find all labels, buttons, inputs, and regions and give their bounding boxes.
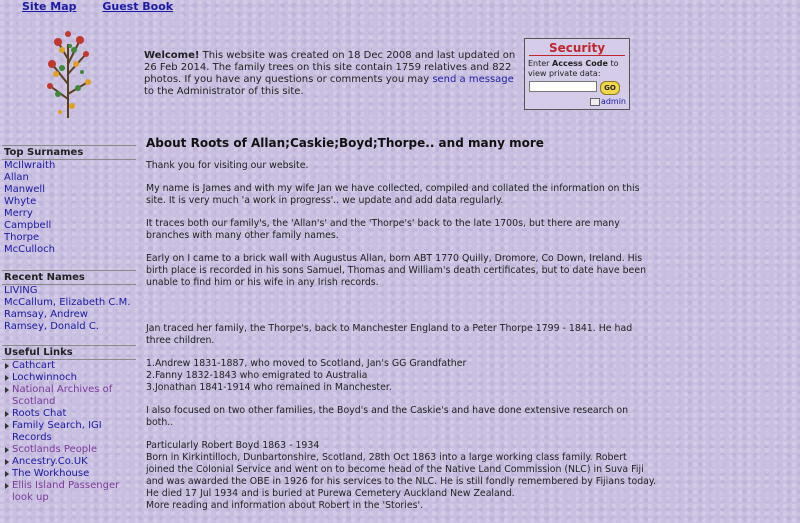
recent-names-list xyxy=(2,285,136,333)
top-surnames-heading: Top Surnames xyxy=(2,146,136,160)
surname-link[interactable]: Campbell xyxy=(4,220,52,231)
paragraph: It traces both our family's, the 'Allan's' and the 'Thorpe's' back to the late 1700s, but there are many branches with many other family names. xyxy=(146,218,620,241)
paragraph: Particularly Robert Boyd 1863 - 1934 Born in Kirkintilloch, Dunbartonshire, Scotland, 28th Oct 1863 into a large working class family. Robert joined the Colonial Service and went on to become head of the Native Land Commission (NLC) in Suva Fiji and was awarded the OBE in 1926 for his services to the NLC. He is still fondly remembered by Fijians today. He died 17 Jul 1934 and is buried at Purewa Cemetery Auckland New Zealand. More reading and information about Robert in the 'Stories'. xyxy=(146,440,657,511)
useful-links-list xyxy=(2,360,136,504)
main-content xyxy=(146,136,658,523)
family-tree-logo xyxy=(32,24,104,120)
recent-name-link[interactable]: Ramsey, Donald C. xyxy=(4,321,99,332)
security-title: Security xyxy=(529,41,625,56)
access-code-input[interactable] xyxy=(529,81,597,92)
useful-link[interactable]: The Workhouse xyxy=(2,468,136,480)
top-surnames-list xyxy=(2,160,136,256)
useful-links-heading: Useful Links xyxy=(2,346,136,360)
envelope-icon xyxy=(590,98,600,106)
useful-link[interactable]: Ancestry.Co.UK xyxy=(2,456,136,468)
recent-name-link[interactable]: McCallum, Elizabeth C.M. xyxy=(4,297,131,308)
page-title: About Roots of Allan;Caskie;Boyd;Thorpe.. and many more xyxy=(146,136,544,150)
recent-name-link[interactable]: LIVING xyxy=(4,285,38,296)
surname-link[interactable]: Allan xyxy=(4,172,29,183)
recent-names-box xyxy=(2,270,136,333)
top-surnames-box xyxy=(2,145,136,256)
guest-book-link[interactable]: Guest Book xyxy=(102,0,174,13)
intro-paragraphs xyxy=(146,160,658,512)
send-message-link[interactable]: send a message xyxy=(432,74,514,85)
admin-label: admin xyxy=(600,97,626,106)
useful-link[interactable]: National Archives of Scotland xyxy=(2,384,136,408)
recent-name-link[interactable]: Ramsay, Andrew xyxy=(4,309,88,320)
go-button[interactable]: GO xyxy=(600,81,620,95)
useful-links-box xyxy=(2,345,136,504)
security-prompt xyxy=(528,59,626,79)
paragraph: My name is James and with my wife Jan we have collected, compiled and collated the information on this site. It is very much 'a work in progress'.. we update and add data regularly. xyxy=(146,183,640,206)
welcome-text: This website was created on 18 Dec 2008 and last updated on 26 Feb 2014. The family trees on this site contain 1759 relatives and 822 photos. If you have any questions or comments you may xyxy=(144,50,516,85)
surname-link[interactable]: Merry xyxy=(4,208,33,219)
useful-link[interactable]: Lochwinnoch xyxy=(2,372,136,384)
recent-names-heading: Recent Names xyxy=(2,271,136,285)
security-box xyxy=(524,38,630,110)
useful-link[interactable]: Roots Chat xyxy=(2,408,136,420)
site-map-link[interactable]: Site Map xyxy=(22,0,77,13)
paragraph: Thank you for visiting our website. xyxy=(146,160,309,171)
prompt-bold: Access Code xyxy=(552,59,608,68)
surname-link[interactable]: Manwell xyxy=(4,184,45,195)
paragraph: 1.Andrew 1831-1887, who moved to Scotland, Jan's GG Grandfather 2.Fanny 1832-1843 who emigrated to Australia 3.Jonathan 1841-1914 who remained in Manchester. xyxy=(146,358,467,393)
surname-link[interactable]: McIlwraith xyxy=(4,160,56,171)
paragraph: Jan traced her family, the Thorpe's, back to Manchester England to a Peter Thorpe 1799 - 1841. He had three children. xyxy=(146,323,633,346)
surname-link[interactable]: McCulloch xyxy=(4,244,55,255)
prompt-post: to view private data: xyxy=(528,59,619,78)
welcome-heading: Welcome! xyxy=(144,50,200,61)
access-code-row xyxy=(529,81,616,92)
top-nav xyxy=(22,0,195,13)
surname-link[interactable]: Thorpe xyxy=(4,232,40,243)
admin-link[interactable] xyxy=(590,97,626,106)
useful-link[interactable]: Cathcart xyxy=(2,360,136,372)
welcome-message xyxy=(144,50,520,98)
useful-link[interactable]: Ellis Island Passenger look up xyxy=(2,480,136,504)
useful-link[interactable]: Scotlands People xyxy=(2,444,136,456)
paragraph: Early on I came to a brick wall with Augustus Allan, born ABT 1770 Quilly, Dromore, Co Down, Ireland. His birth place is recorded in his sons Samuel, Thomas and William's death certificates, but to date have been unable to find him or his wife in any Irish records. xyxy=(146,253,647,288)
paragraph: I also focused on two other families, the Boyd's and the Caskie's and have done extensive research on both.. xyxy=(146,405,629,428)
prompt-pre: Enter xyxy=(528,59,553,68)
useful-link[interactable]: Family Search, IGI Records xyxy=(2,420,136,444)
paragraph xyxy=(146,300,658,312)
surname-link[interactable]: Whyte xyxy=(4,196,37,207)
welcome-text-end: to the Administrator of this site. xyxy=(144,86,304,97)
